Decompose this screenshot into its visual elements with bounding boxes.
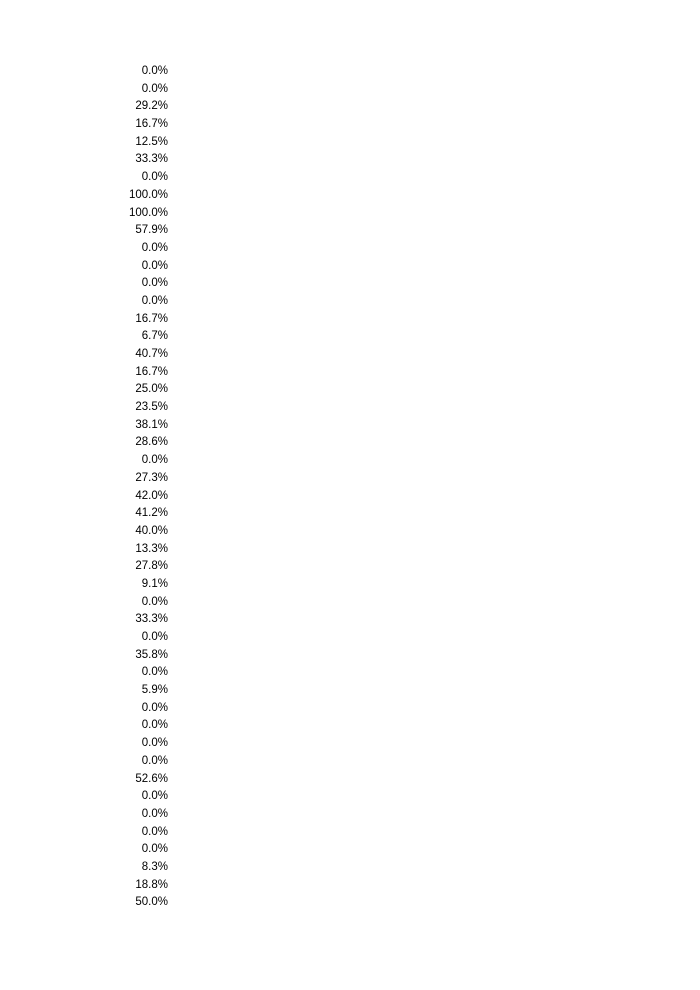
percentage-cell: 9.1%	[141, 577, 168, 590]
percentage-cell: 27.8%	[135, 560, 168, 573]
percentage-cell: 0.0%	[141, 843, 168, 856]
percentage-cell: 100.0%	[128, 206, 168, 219]
percentage-cell: 33.3%	[135, 153, 168, 166]
percentage-cell: 16.7%	[135, 118, 168, 131]
percentage-cell: 6.7%	[141, 330, 168, 343]
percentage-cell: 50.0%	[135, 896, 168, 909]
percentage-cell: 0.0%	[141, 737, 168, 750]
percentage-cell: 0.0%	[141, 241, 168, 254]
percentage-cell: 25.0%	[135, 383, 168, 396]
percentage-cell: 38.1%	[135, 418, 168, 431]
percentage-cell: 0.0%	[141, 631, 168, 643]
percentage-cell: 0.0%	[141, 666, 168, 679]
percentage-cell: 5.9%	[141, 684, 168, 697]
percentage-cell: 0.0%	[141, 825, 168, 838]
percentage-column	[100, 63, 168, 912]
percentage-cell: 16.7%	[135, 312, 168, 325]
percentage-cell: 40.7%	[135, 348, 168, 360]
percentage-cell: 0.0%	[141, 82, 168, 95]
percentage-cell: 0.0%	[141, 259, 168, 272]
percentage-cell: 23.5%	[135, 401, 168, 414]
percentage-cell: 40.0%	[135, 524, 168, 537]
percentage-cell: 0.0%	[141, 790, 168, 803]
percentage-cell: 27.3%	[135, 471, 168, 484]
percentage-cell: 0.0%	[141, 754, 168, 767]
percentage-cell: 35.8%	[135, 648, 168, 661]
percentage-cell: 29.2%	[135, 100, 168, 113]
percentage-cell: 0.0%	[141, 277, 168, 290]
percentage-cell: 0.0%	[141, 719, 168, 732]
percentage-cell: 0.0%	[141, 454, 168, 467]
percentage-cell: 41.2%	[135, 507, 168, 520]
percentage-cell: 33.3%	[135, 613, 168, 626]
percentage-cell: 18.8%	[135, 878, 168, 891]
percentage-cell: 8.3%	[141, 860, 168, 873]
percentage-cell: 0.0%	[141, 807, 168, 820]
percentage-cell: 16.7%	[135, 365, 168, 378]
percentage-cell: 0.0%	[141, 294, 168, 307]
percentage-cell: 0.0%	[141, 171, 168, 184]
percentage-cell: 0.0%	[141, 701, 168, 714]
percentage-cell: 42.0%	[135, 489, 168, 502]
percentage-cell: 52.6%	[135, 772, 168, 785]
percentage-cell: 57.9%	[135, 224, 168, 237]
percentage-cell: 28.6%	[135, 436, 168, 449]
percentage-cell: 0.0%	[141, 65, 168, 77]
percentage-cell: 100.0%	[128, 188, 168, 201]
percentage-cell: 13.3%	[135, 542, 168, 555]
percentage-cell: 0.0%	[141, 595, 168, 608]
percentage-cell: 12.5%	[135, 135, 168, 148]
